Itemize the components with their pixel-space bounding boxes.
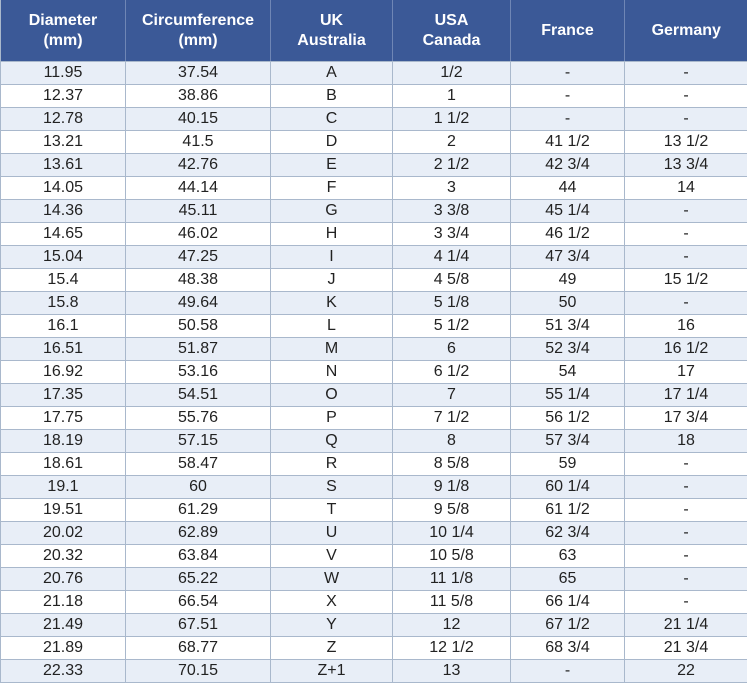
circumference-cell: 62.89 [126,522,271,545]
uk-australia-cell: A [271,62,393,85]
table-row [1,430,747,453]
circumference-cell: 49.64 [126,292,271,315]
diameter-cell: 11.95 [1,62,126,85]
header-uk-australia [271,0,393,62]
usa-canada-cell: 3 3/8 [393,200,511,223]
table-row [1,499,747,522]
germany-cell: 21 1/4 [625,614,747,637]
circumference-cell: 40.15 [126,108,271,131]
table-header [1,0,747,62]
circumference-cell: 60 [126,476,271,499]
usa-canada-cell: 12 1/2 [393,637,511,660]
germany-cell: 16 [625,315,747,338]
germany-cell: - [625,292,747,315]
france-cell: 60 1/4 [511,476,625,499]
header-circumference [126,0,271,62]
france-cell: 55 1/4 [511,384,625,407]
usa-canada-cell: 4 5/8 [393,269,511,292]
diameter-cell: 17.35 [1,384,126,407]
germany-cell: 15 1/2 [625,269,747,292]
usa-canada-cell: 2 [393,131,511,154]
circumference-cell: 57.15 [126,430,271,453]
uk-australia-cell: P [271,407,393,430]
header-line: (mm) [43,31,83,49]
france-cell: 44 [511,177,625,200]
table-body [1,62,747,683]
germany-cell: - [625,568,747,591]
header-line: Germany [651,21,721,39]
germany-cell: 16 1/2 [625,338,747,361]
diameter-cell: 22.33 [1,660,126,683]
diameter-cell: 13.21 [1,131,126,154]
diameter-cell: 14.65 [1,223,126,246]
circumference-cell: 68.77 [126,637,271,660]
germany-cell: - [625,453,747,476]
uk-australia-cell: L [271,315,393,338]
uk-australia-cell: D [271,131,393,154]
circumference-cell: 54.51 [126,384,271,407]
france-cell: 45 1/4 [511,200,625,223]
france-cell: 49 [511,269,625,292]
uk-australia-cell: U [271,522,393,545]
germany-cell: - [625,85,747,108]
circumference-cell: 50.58 [126,315,271,338]
circumference-cell: 46.02 [126,223,271,246]
germany-cell: - [625,476,747,499]
circumference-cell: 37.54 [126,62,271,85]
circumference-cell: 44.14 [126,177,271,200]
usa-canada-cell: 1 [393,85,511,108]
germany-cell: - [625,200,747,223]
diameter-cell: 20.76 [1,568,126,591]
header-france [511,0,625,62]
table-row [1,407,747,430]
france-cell: 50 [511,292,625,315]
table-row [1,177,747,200]
uk-australia-cell: M [271,338,393,361]
uk-australia-cell: J [271,269,393,292]
france-cell: 65 [511,568,625,591]
diameter-cell: 21.49 [1,614,126,637]
usa-canada-cell: 3 [393,177,511,200]
usa-canada-cell: 7 1/2 [393,407,511,430]
usa-canada-cell: 3 3/4 [393,223,511,246]
france-cell: 47 3/4 [511,246,625,269]
table-row [1,522,747,545]
table-row [1,246,747,269]
france-cell: 57 3/4 [511,430,625,453]
germany-cell: 17 3/4 [625,407,747,430]
france-cell: 61 1/2 [511,499,625,522]
circumference-cell: 58.47 [126,453,271,476]
table-row [1,361,747,384]
header-line: Australia [297,31,366,49]
diameter-cell: 15.4 [1,269,126,292]
france-cell: - [511,108,625,131]
france-cell: 62 3/4 [511,522,625,545]
table-row [1,154,747,177]
uk-australia-cell: V [271,545,393,568]
france-cell: 42 3/4 [511,154,625,177]
usa-canada-cell: 11 1/8 [393,568,511,591]
circumference-cell: 41.5 [126,131,271,154]
uk-australia-cell: X [271,591,393,614]
table-row [1,292,747,315]
france-cell: 66 1/4 [511,591,625,614]
diameter-cell: 20.32 [1,545,126,568]
diameter-cell: 19.1 [1,476,126,499]
france-cell: 63 [511,545,625,568]
france-cell: 46 1/2 [511,223,625,246]
diameter-cell: 19.51 [1,499,126,522]
header-line: Circumference [141,11,255,29]
germany-cell: 13 3/4 [625,154,747,177]
usa-canada-cell: 5 1/2 [393,315,511,338]
france-cell: 41 1/2 [511,131,625,154]
france-cell: - [511,660,625,683]
france-cell: - [511,85,625,108]
usa-canada-cell: 7 [393,384,511,407]
diameter-cell: 18.61 [1,453,126,476]
germany-cell: 13 1/2 [625,131,747,154]
table-row [1,62,747,85]
uk-australia-cell: Q [271,430,393,453]
table-row [1,269,747,292]
diameter-cell: 14.05 [1,177,126,200]
header-germany [625,0,747,62]
france-cell: 54 [511,361,625,384]
france-cell: 56 1/2 [511,407,625,430]
germany-cell: 14 [625,177,747,200]
uk-australia-cell: G [271,200,393,223]
uk-australia-cell: C [271,108,393,131]
uk-australia-cell: T [271,499,393,522]
germany-cell: - [625,108,747,131]
uk-australia-cell: E [271,154,393,177]
usa-canada-cell: 6 1/2 [393,361,511,384]
header-line: (mm) [178,31,218,49]
table-row [1,315,747,338]
germany-cell: 22 [625,660,747,683]
uk-australia-cell: R [271,453,393,476]
germany-cell: - [625,499,747,522]
header-diameter [1,0,126,62]
uk-australia-cell: N [271,361,393,384]
circumference-cell: 47.25 [126,246,271,269]
table-row [1,384,747,407]
diameter-cell: 21.89 [1,637,126,660]
circumference-cell: 63.84 [126,545,271,568]
usa-canada-cell: 4 1/4 [393,246,511,269]
table-row [1,338,747,361]
table-row [1,200,747,223]
usa-canada-cell: 10 5/8 [393,545,511,568]
france-cell: - [511,62,625,85]
circumference-cell: 42.76 [126,154,271,177]
france-cell: 51 3/4 [511,315,625,338]
diameter-cell: 21.18 [1,591,126,614]
uk-australia-cell: Z+1 [271,660,393,683]
uk-australia-cell: F [271,177,393,200]
header-line: Diameter [28,11,98,29]
uk-australia-cell: O [271,384,393,407]
diameter-cell: 12.37 [1,85,126,108]
circumference-cell: 65.22 [126,568,271,591]
usa-canada-cell: 12 [393,614,511,637]
circumference-cell: 51.87 [126,338,271,361]
circumference-cell: 55.76 [126,407,271,430]
usa-canada-cell: 8 [393,430,511,453]
circumference-cell: 38.86 [126,85,271,108]
usa-canada-cell: 8 5/8 [393,453,511,476]
france-cell: 68 3/4 [511,637,625,660]
circumference-cell: 61.29 [126,499,271,522]
germany-cell: 18 [625,430,747,453]
diameter-cell: 16.1 [1,315,126,338]
usa-canada-cell: 5 1/8 [393,292,511,315]
germany-cell: - [625,522,747,545]
circumference-cell: 66.54 [126,591,271,614]
uk-australia-cell: Y [271,614,393,637]
diameter-cell: 17.75 [1,407,126,430]
uk-australia-cell: B [271,85,393,108]
header-line: France [541,21,594,39]
uk-australia-cell: Z [271,637,393,660]
circumference-cell: 53.16 [126,361,271,384]
france-cell: 67 1/2 [511,614,625,637]
germany-cell: - [625,223,747,246]
germany-cell: - [625,246,747,269]
diameter-cell: 15.04 [1,246,126,269]
usa-canada-cell: 13 [393,660,511,683]
usa-canada-cell: 2 1/2 [393,154,511,177]
table-row [1,108,747,131]
diameter-cell: 16.92 [1,361,126,384]
table-row [1,131,747,154]
germany-cell: 17 1/4 [625,384,747,407]
header-line: UK [319,11,344,29]
uk-australia-cell: W [271,568,393,591]
germany-cell: - [625,591,747,614]
table-row [1,637,747,660]
diameter-cell: 16.51 [1,338,126,361]
uk-australia-cell: H [271,223,393,246]
circumference-cell: 70.15 [126,660,271,683]
usa-canada-cell: 11 5/8 [393,591,511,614]
circumference-cell: 67.51 [126,614,271,637]
circumference-cell: 45.11 [126,200,271,223]
table-row [1,614,747,637]
diameter-cell: 12.78 [1,108,126,131]
usa-canada-cell: 1/2 [393,62,511,85]
table-row [1,591,747,614]
table-row [1,476,747,499]
diameter-cell: 18.19 [1,430,126,453]
france-cell: 52 3/4 [511,338,625,361]
header-row [1,0,747,62]
diameter-cell: 13.61 [1,154,126,177]
table-row [1,223,747,246]
table-row [1,85,747,108]
diameter-cell: 14.36 [1,200,126,223]
germany-cell: 17 [625,361,747,384]
uk-australia-cell: K [271,292,393,315]
table-row [1,660,747,683]
germany-cell: 21 3/4 [625,637,747,660]
france-cell: 59 [511,453,625,476]
circumference-cell: 48.38 [126,269,271,292]
usa-canada-cell: 9 5/8 [393,499,511,522]
diameter-cell: 15.8 [1,292,126,315]
table-row [1,453,747,476]
header-line: Canada [422,31,481,49]
germany-cell: - [625,62,747,85]
usa-canada-cell: 10 1/4 [393,522,511,545]
diameter-cell: 20.02 [1,522,126,545]
uk-australia-cell: S [271,476,393,499]
uk-australia-cell: I [271,246,393,269]
germany-cell: - [625,545,747,568]
usa-canada-cell: 1 1/2 [393,108,511,131]
table-row [1,568,747,591]
usa-canada-cell: 6 [393,338,511,361]
header-usa-canada [393,0,511,62]
table-row [1,545,747,568]
usa-canada-cell: 9 1/8 [393,476,511,499]
header-line: USA [434,11,469,29]
